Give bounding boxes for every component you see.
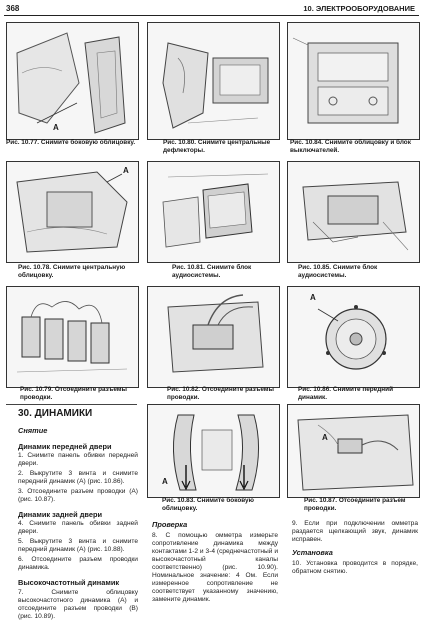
install-heading: Установка — [292, 548, 333, 557]
tweeter-heading: Высокочастотный динамик — [18, 578, 120, 587]
figure-10-77-drawing — [7, 23, 138, 139]
rear-door-step-5: 5. Выкрутите 3 винта и снимите передний динамик (А) (рис. 10.88). — [18, 538, 138, 553]
figure-10-85 — [287, 161, 420, 263]
front-door-step-2: 2. Выкрутите 3 винта и снимите передний динамик (А) (рис. 10.86). — [18, 470, 138, 485]
figure-10-84-drawing — [288, 23, 419, 139]
figure-10-86 — [287, 286, 420, 388]
figure-10-79-drawing — [7, 287, 138, 387]
front-door-step-1: 1. Снимите панель обивки передней двери. — [18, 452, 138, 467]
figure-10-82 — [147, 286, 280, 388]
figure-10-81-drawing — [148, 162, 279, 262]
front-door-heading: Динамик передней двери — [18, 442, 112, 451]
removal-heading: Снятие — [18, 426, 48, 435]
figure-10-83-caption: Рис. 10.83. Снимите боковую облицовку. — [162, 497, 255, 512]
figure-10-80-caption: Рис. 10.80. Снимите центральные дефлекторы. — [163, 139, 271, 154]
figure-10-77 — [6, 22, 139, 140]
chapter-title: 10. ЭЛЕКТРООБОРУДОВАНИЕ — [303, 4, 415, 13]
rear-door-step-6: 6. Отсоедините разъем проводки динамика. — [18, 556, 138, 571]
figure-10-86-drawing — [288, 287, 419, 387]
figure-10-87-callout: A — [322, 433, 328, 442]
install-text: 10. Установка проводится в порядке, обратном снятию. — [292, 560, 418, 575]
figure-10-87 — [287, 404, 420, 498]
figure-10-85-drawing — [288, 162, 419, 262]
step-9-text: 9. Если при подключении омметра раздается щелкающий звук, динамик исправен. — [292, 520, 418, 543]
figure-10-87-drawing — [288, 405, 419, 497]
figure-10-79-caption: Рис. 10.79. Отсоедините разъемы проводки. — [20, 386, 127, 401]
figure-10-82-drawing — [148, 287, 279, 387]
figure-10-80-drawing — [148, 23, 279, 139]
tweeter-step-7: 7. Снимите облицовку высокочастотного динамика (А) и отсоедините разъем проводки (В) (рис. 10.89). — [18, 589, 138, 620]
check-heading: Проверка — [152, 520, 188, 529]
figure-10-77-callout: A — [53, 123, 59, 132]
page-number: 368 — [6, 4, 20, 13]
figure-10-86-caption: Рис. 10.86. Снимите передний динамик. — [298, 386, 394, 401]
figure-10-78-callout: A — [123, 166, 129, 175]
figure-10-78 — [6, 161, 139, 263]
section-rule — [6, 404, 137, 405]
figure-10-87-caption: Рис. 10.87. Отсоедините разъем проводки. — [304, 497, 406, 512]
figure-10-82-caption: Рис. 10.82. Отсоедините разъемы проводки. — [167, 386, 274, 401]
figure-10-81-caption: Рис. 10.81. Снимите блок аудиосистемы. — [172, 264, 252, 279]
figure-10-78-caption: Рис. 10.78. Снимите центральную облицовку. — [18, 264, 126, 279]
figure-10-83 — [147, 404, 280, 498]
figure-10-84 — [287, 22, 420, 140]
figure-10-86-callout: A — [310, 293, 316, 302]
check-text: 8. С помощью омметра измерьте сопротивление динамика между контактами 1-2 и 3-4 (среднечастотный и высокочастотный каналы соответственно) (рис. 10.90). Номинальное значение: 4 Ом. Если измеренное сопротивление не соответствует указанному значению, замените динамик. — [152, 532, 278, 603]
figure-10-84-caption: Рис. 10.84. Снимите облицовку и блок выключателей. — [290, 139, 411, 154]
front-door-step-3: 3. Отсоедините разъем проводки (А) (рис. 10.87). — [18, 488, 138, 503]
rear-door-heading: Динамик задней двери — [18, 510, 102, 519]
figure-10-80 — [147, 22, 280, 140]
figure-10-77-caption: Рис. 10.77. Снимите боковую облицовку. — [6, 139, 136, 146]
figure-10-78-drawing — [7, 162, 138, 262]
section-title: 30. ДИНАМИКИ — [18, 408, 93, 419]
header-rule — [4, 15, 419, 16]
rear-door-step-4: 4. Снимите панель обивки задней двери. — [18, 520, 138, 535]
figure-10-81 — [147, 161, 280, 263]
figure-10-85-caption: Рис. 10.85. Снимите блок аудиосистемы. — [298, 264, 378, 279]
figure-10-79 — [6, 286, 139, 388]
figure-10-83-callout: A — [162, 477, 168, 486]
